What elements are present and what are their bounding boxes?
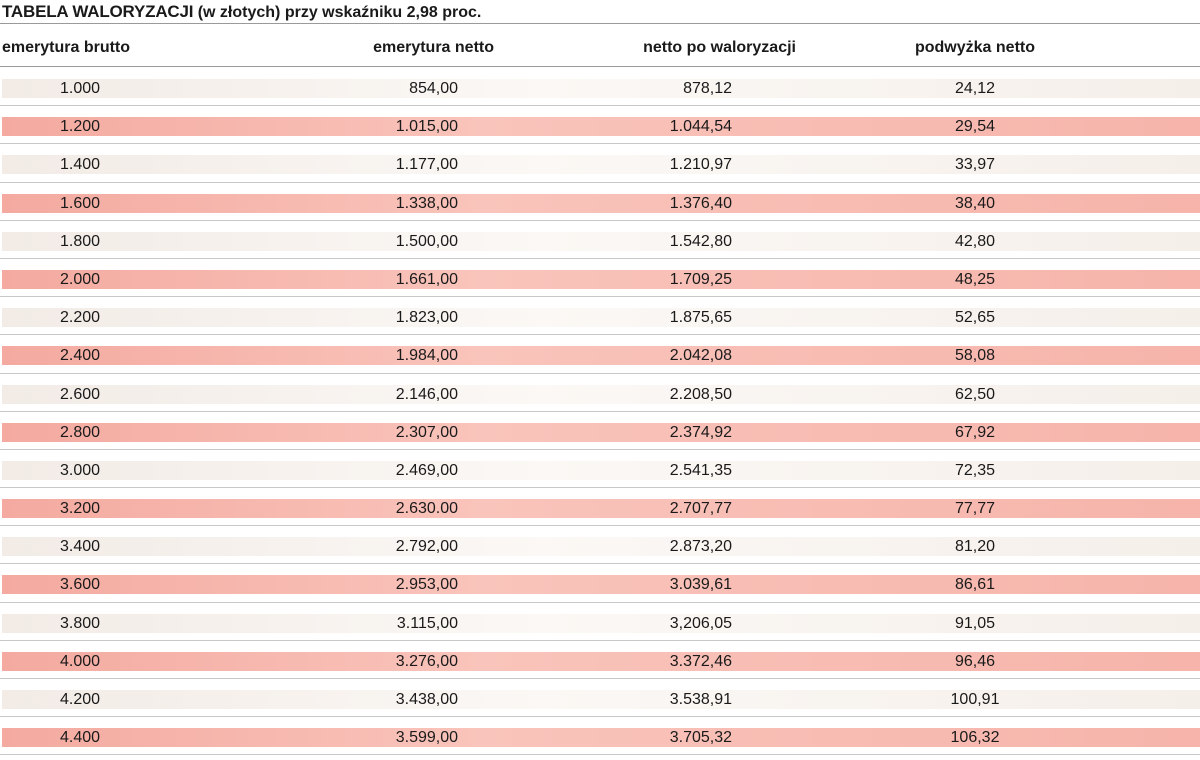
table-row [0,144,1200,182]
cell-gross-pension: 3.200 [60,500,101,518]
cell-net-after-valorization: 2.707,77 [669,500,732,518]
table-row [0,564,1200,602]
cell-gross-pension: 3.000 [60,461,101,479]
table-title-main: TABELA WALORYZACJI [2,2,194,21]
table-row [0,335,1200,373]
cell-gross-pension: 2.000 [60,270,101,288]
table-title-subtitle: (w złotych) przy wskaźniku 2,98 proc. [193,4,482,21]
table-body [0,68,1200,755]
cell-net-after-valorization: 1.709,25 [669,270,732,288]
cell-net-pension: 1.984,00 [395,347,458,365]
cell-net-after-valorization: 878,12 [683,80,732,97]
title-divider [0,23,1200,24]
cell-net-after-valorization: 1.376,40 [669,194,732,212]
cell-net-pension: 3.438,00 [395,691,458,708]
cell-net-raise: 38,40 [954,194,996,212]
cell-net-after-valorization: 2.873,20 [669,538,732,556]
cell-net-raise: 86,61 [954,576,996,594]
cell-net-pension: 2.469,00 [395,461,458,479]
cell-net-after-valorization: 2.208,50 [669,385,732,403]
table-row [0,297,1200,335]
cell-net-after-valorization: 2.042,08 [669,347,732,365]
cell-gross-pension: 3.800 [60,614,101,632]
cell-net-raise: 29,54 [954,118,996,136]
cell-gross-pension: 1.200 [60,118,101,136]
cell-net-pension: 3.115,00 [396,614,458,632]
cell-net-raise: 91,05 [954,614,996,632]
cell-net-pension: 2.953,00 [395,576,458,594]
cell-gross-pension: 1.000 [60,80,101,97]
cell-net-after-valorization: 3.372,46 [669,652,732,670]
cell-net-pension: 2.792,00 [395,538,458,556]
cell-gross-pension: 2.800 [60,423,101,441]
table-row [0,106,1200,144]
table-row [0,412,1200,450]
cell-net-raise: 62,50 [954,385,996,403]
cell-net-after-valorization: 1.542,80 [669,232,732,250]
cell-net-after-valorization: 3.538,91 [669,691,732,708]
cell-net-raise: 96,46 [954,652,996,670]
cell-net-raise: 52,65 [954,309,996,327]
cell-net-after-valorization: 1.210,97 [669,156,732,174]
cell-net-raise: 42,80 [954,232,996,250]
table-row [0,259,1200,297]
cell-gross-pension: 2.600 [60,385,101,403]
cell-net-pension: 3.599,00 [395,729,458,747]
column-header-net-pension: emerytura netto [373,39,494,56]
cell-net-pension: 1.661,00 [395,270,458,288]
cell-gross-pension: 3.400 [60,538,101,556]
cell-net-raise: 58,08 [954,347,996,365]
table-title [2,2,481,22]
cell-net-raise: 106,32 [950,729,1000,747]
cell-net-after-valorization: 1.875,65 [669,309,732,327]
table-row [0,450,1200,488]
cell-gross-pension: 2.400 [60,347,101,365]
cell-net-pension: 2.630.00 [395,500,458,518]
column-header-gross-pension: emerytura brutto [2,39,131,56]
cell-net-pension: 2.146,00 [395,385,458,403]
cell-net-raise: 100,91 [950,691,1000,708]
cell-net-pension: 1.500,00 [395,232,458,250]
table-row [0,221,1200,259]
cell-net-raise: 72,35 [954,461,996,479]
cell-gross-pension: 4.000 [60,652,101,670]
cell-gross-pension: 1.400 [60,156,101,174]
table-header-row [0,36,1200,60]
table-row [0,603,1200,641]
cell-net-after-valorization: 2.541,35 [669,461,732,479]
table-row [0,679,1200,717]
cell-net-raise: 33,97 [954,156,996,174]
cell-net-raise: 77,77 [954,500,996,518]
cell-net-pension: 3.276,00 [395,652,458,670]
cell-net-after-valorization: 3.705,32 [669,729,732,747]
table-row [0,641,1200,679]
table-row [0,488,1200,526]
cell-net-pension: 854,00 [409,80,458,97]
cell-net-pension: 2.307,00 [395,423,458,441]
cell-net-after-valorization: 2.374,92 [669,423,732,441]
cell-gross-pension: 2.200 [60,309,101,327]
cell-gross-pension: 4.400 [60,729,101,747]
cell-net-pension: 1.015,00 [395,118,458,136]
table-row [0,183,1200,221]
cell-net-raise: 67,92 [954,423,996,441]
column-header-net-after-valorization: netto po waloryzacji [643,39,796,56]
cell-net-after-valorization: 1.044,54 [669,118,732,136]
cell-net-raise: 48,25 [954,270,996,288]
cell-net-pension: 1.338,00 [395,194,458,212]
table-row [0,68,1200,106]
cell-gross-pension: 3.600 [60,576,101,594]
cell-net-pension: 1.823,00 [395,309,458,327]
cell-gross-pension: 1.800 [60,232,101,250]
cell-net-raise: 24,12 [954,80,996,97]
column-header-net-raise: podwyżka netto [914,39,1035,56]
header-divider [0,66,1200,67]
table-row [0,526,1200,564]
table-row [0,717,1200,755]
table-row [0,374,1200,412]
cell-net-pension: 1.177,00 [395,156,458,174]
cell-gross-pension: 1.600 [60,194,101,212]
cell-net-raise: 81,20 [954,538,996,556]
cell-net-after-valorization: 3,206,05 [669,614,732,632]
cell-gross-pension: 4.200 [60,691,101,708]
cell-net-after-valorization: 3.039,61 [669,576,732,594]
